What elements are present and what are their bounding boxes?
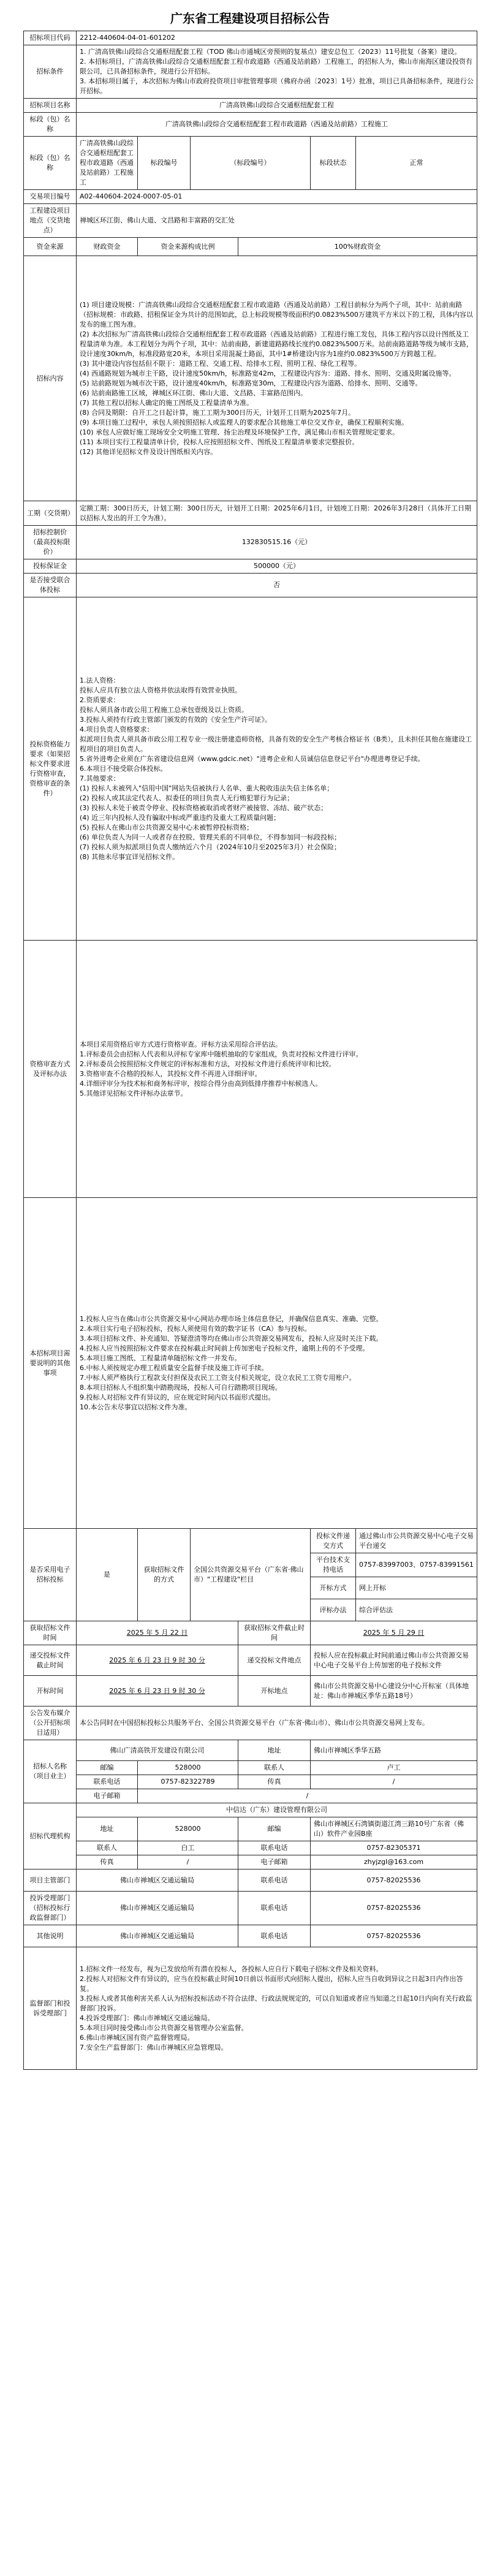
row-project-name — [24, 99, 477, 113]
scope-text: (1) 项目建设规模：广清高铁佛山段综合交通枢纽配套工程市政道路（西通及站前路）工程目前标分为两个子项，其中：站前南路（招标规模：市政路、招租保证金为共计的范围如此，总上标段规模等级面积约0.0823%500万建筑平方米以下的工程，具体内容以发布的施工图为准。 (2) 本次招标为广清高铁佛山段综合交通枢纽配套工程市政道路（西通及站前路）工程进行施工发包，具体工程内容以设计图纸及工程量清单为准。本工程划分为两个子项，其中：站前南路，新建道路路线长度约0.0823%500万米。站前南路道路等级为城市支路，设计速度30km/h，标准段路宽20米，本项目采用混凝土路面，其中1#桥建设内容为1座约0.0823%500万方跨越工程。 (3) 其中建设内容包括但不限于：道路工程、交通工程、给排水工程、照明工程、绿化工程等。 (4) 西通路规划为城市主干路，设计速度50km/h，标准路宽42m，工程建设内容为：道路、排水、照明、交通及附属设施等。 (5) 站前路规划为城市次干路，设计速度40km/h，标准路宽30m，工程建设内容为道路、给排水、照明、交通等。 (6) 站前南路施工区域，禅城区环江街、佛山大道、文昌路、丰富路范围内。 (7) 其他工程以招标人确定的施工图纸及工程量清单为准。 (8) 合同及期限：自开工之日起计算，施工工期为300日历天，计划开工日期为2025年7月。 (9) 本项目施工过程中，承包人须按照招标人或监理人的要求配合其他施工单位交叉作业，确保工程顺利实施。 (10) 承包人应做好施工现场安全文明施工管理、扬尘治理及环境保护工作，满足佛山市相关管理规定要求。 (11) 本项目实行工程量清单计价，投标人应按照招标文件、图纸及工程量清单要求完整报价。 (12) 其他详见招标文件及设计图纸相关内容。 — [77, 256, 477, 501]
tenderer-postcode-label: 邮编 — [77, 1761, 138, 1775]
publish-label: 是否采用电子招标投标 — [24, 1529, 77, 1621]
row-consortium — [24, 574, 477, 597]
announce-text: 本公告同时在中国招标投标公共服务平台、全国公共资源交易平台（广东省·佛山市）、佛山市公共资源交易网上发布。 — [77, 1707, 477, 1740]
publish-submit-label: 投标文件递交方式 — [311, 1529, 356, 1553]
publish-platform-label: 平台技术支持电话 — [311, 1553, 356, 1577]
supervisor-phone: 0757-82025536 — [311, 1869, 477, 1892]
publish-platform-value: 0757-83997003、0757-83991561 — [356, 1553, 477, 1577]
row-ceiling — [24, 526, 477, 559]
review-label: 资格审查方式及评标办法 — [24, 941, 77, 1198]
trading-code-label: 交易项目编号 — [24, 190, 77, 204]
location-label: 工程建设项目地点（交货地点） — [24, 204, 77, 238]
bid-open-value: 2025 年 6 月 23 日 9 时 30 分 — [77, 1676, 238, 1707]
row-deposit — [24, 559, 477, 574]
deposit-label: 投标保证金 — [24, 559, 77, 574]
page-title: 广东省工程建设项目招标公告 — [170, 11, 330, 26]
row-bid-open — [24, 1676, 477, 1707]
funding-source: 财政资金 — [77, 238, 138, 256]
tenderer-email: / — [138, 1789, 477, 1803]
section-label: 标段（包）名称 — [24, 137, 77, 190]
tender-table — [23, 31, 477, 2070]
publish-value: 是 — [77, 1529, 138, 1621]
publish-media-label: 获取招标文件的方式 — [138, 1529, 191, 1621]
conditions-text: 1. 广清高铁佛山段综合交通枢纽配套工程（TOD 佛山市通城区旁预则的复基点）建安总包工（2023）11号批复（备案）建设。 2. 本招标项目，广清高铁佛山段综合交通枢纽配套工程市政道路（西通及站前路）工程施工，的招标人为，佛山市南海区建设投资有限公司，已具备招标条件，现进行公开招标。 3. 本招标项目属于，本次招标为佛山市政府投资项目审批管理事项（佛府办函〔2023〕1号）批准，项目已具备招标条件，现进行公开招标。 — [77, 45, 477, 99]
qualification-text: 1.法人资格： 投标人应具有独立法人资格并依法取得有效营业执照。 2.资质要求： 投标人须具备市政公用工程施工总承包壹级及以上资质。 3.投标人须持有行政主管部门颁发的有效的《安全生产许可证》。 4.项目负责人资格要求： 拟派项目负责人须具备市政公用工程专业一级注册建造师资格，具备有效的安全生产考核合格证书（B类），且未担任其他在施建设工程项目的项目负责人。 5.省外进粤企业须在广东省建设信息网（www.gdcic.net）"进粤企业和人员诚信信息登记平台"办理进粤登记手续。 6.本项目不接受联合体投标。 7.其他要求： (1) 投标人未被列入"信用中国"网站失信被执行人名单、重大税收违法失信主体名单； (2) 投标人或其法定代表人、拟委任的项目负责人无行贿犯罪行为记录； (3) 投标人未处于被责令停业、投标资格被取消或者财产被接管、冻结、破产状态； (4) 近三年内投标人没有骗取中标或严重违约及重大工程质量问题； (5) 投标人在佛山市公共资源交易中心未被暂停投标资格； (6) 单位负责人为同一人或者存在控股、管理关系的不同单位，不得参加同一标段投标； (7) 投标人须为拟派项目负责人缴纳近六个月（2024年10月至2025年3月）社会保险； (8) 其他未尽事宜详见招标文件。 — [77, 597, 477, 941]
row-review — [24, 941, 477, 1198]
qualification-label: 投标资格能力要求（如果招标文件要求进行资格审查，资格审查的条件） — [24, 597, 77, 941]
agency-fax-label: 传真 — [77, 1855, 138, 1869]
deposit-value: 500000（元） — [77, 559, 477, 574]
row-duration — [24, 501, 477, 526]
row-other — [24, 1925, 477, 1947]
agency-fax: / — [138, 1855, 238, 1869]
publish-open-label: 开标方式 — [311, 1577, 356, 1599]
review-text: 本项目采用资格后审方式进行资格审查。评标方法采用综合评估法。 1.评标委员会由招标人代表和从评标专家库中随机抽取的专家组成，负责对投标文件进行评审。 2.评标委员会按照招标文件规定的评标标准和方法，对投标文件进行系统评审和比较。 3.资格审查不合格的投标人，其投标文件不再进入详细评审。 4.详细评审分为技术标和商务标评审，按综合得分由高到低排序推荐中标候选人。 5.其他详见招标文件评标办法章节。 — [77, 941, 477, 1198]
row-conditions — [24, 45, 477, 99]
row-section-name — [24, 113, 477, 137]
tenderer-contact-label: 联系人 — [238, 1761, 311, 1775]
agency-label: 招标代理机构 — [24, 1803, 77, 1869]
agency-phone-label: 联系电话 — [238, 1841, 311, 1855]
tenderer-address: 佛山市禅城区季华五路 — [311, 1740, 477, 1761]
section-name-label: 标段（包）名称 — [24, 113, 77, 137]
tenderer-phone-label: 联系电话 — [77, 1775, 138, 1789]
doc-time-label: 获取招标文件时间 — [24, 1621, 77, 1645]
consortium-value: 否 — [77, 574, 477, 597]
section-no-label: 标段编号 — [138, 137, 191, 190]
row-location — [24, 204, 477, 238]
funding-label: 资金来源 — [24, 238, 77, 256]
row-note — [24, 1198, 477, 1529]
row-section — [24, 137, 477, 190]
open-place-value: 佛山市公共资源交易中心建设分中心开标室（具体地址：佛山市禅城区季华五路18号） — [311, 1676, 477, 1707]
bid-place-label: 递交投标文件地点 — [238, 1645, 311, 1676]
agency-postcode-label: 邮编 — [238, 1817, 311, 1841]
trading-code-value: A02-440604-2024-0007-05-01 — [77, 190, 477, 204]
bid-place-value: 投标人应在投标截止时间前通过佛山市公共资源交易中心电子交易平台上传加密的电子投标文件 — [311, 1645, 477, 1676]
bid-deadline-value: 2025 年 6 月 23 日 9 时 30 分 — [77, 1645, 238, 1676]
section-name-value: 广清高铁佛山段综合交通枢纽配套工程市政道路（西通及站前路）工程施工 — [77, 113, 477, 137]
publish-media-value: 全国公共资源交易平台（广东省·佛山市）"工程建设"栏目 — [191, 1529, 311, 1621]
tenderer-fax: / — [311, 1775, 477, 1789]
complaint-phone: 0757-82025536 — [311, 1892, 477, 1925]
funding-ratio-label: 资金来源构成比例 — [138, 238, 238, 256]
tenderer-email-label: 电子邮箱 — [77, 1789, 138, 1803]
agency-contact: 白工 — [138, 1841, 238, 1855]
funding-ratio: 100%财政资金 — [238, 238, 477, 256]
section-no: （标段编号） — [191, 137, 311, 190]
section-status-label: 标段状态 — [311, 137, 356, 190]
tenderer-contact: 卢工 — [311, 1761, 477, 1775]
tenderer-fax-label: 传真 — [238, 1775, 311, 1789]
row-agency-4 — [24, 1855, 477, 1869]
project-name-value: 广清高铁佛山段综合交通枢纽配套工程 — [77, 99, 477, 113]
publish-open-value: 网上开标 — [356, 1577, 477, 1599]
section-name: 广清高铁佛山段综合交通枢纽配套工程市政道路（西通及站前路）工程施工 — [77, 137, 138, 190]
row-tenderer-3 — [24, 1775, 477, 1789]
method-label: 评标办法 — [311, 1599, 356, 1621]
remarks-label: 监督部门和投诉受理部门 — [24, 1947, 77, 2070]
duration-text: 定额工期：300日历天，计划工期：300日历天，计划开工日期：2025年6月1日，计划竣工日期：2026年3月28日（具体开工日期以招标人发出的开工令为准）。 — [77, 501, 477, 526]
row-project-code — [24, 31, 477, 45]
complaint-phone-label: 联系电话 — [238, 1892, 311, 1925]
supervisor-phone-label: 联系电话 — [238, 1869, 311, 1892]
tenderer-name: 佛山广清高铁开发建设有限公司 — [77, 1740, 238, 1761]
other-phone-label: 联系电话 — [238, 1925, 311, 1947]
row-tenderer-2 — [24, 1761, 477, 1775]
bid-open-label: 开标时间 — [24, 1676, 77, 1707]
project-name-label: 招标项目名称 — [24, 99, 77, 113]
ceiling-value: 132830515.16（元） — [77, 526, 477, 559]
row-scope — [24, 256, 477, 501]
agency-address: 佛山市禅城区石湾镇街道江湾三路10号广东省（佛山）软件产业园B座 — [311, 1817, 477, 1841]
agency-email-label: 电子邮箱 — [238, 1855, 311, 1869]
tenderer-postcode: 528000 — [138, 1761, 238, 1775]
agency-name: 中信达（广东）建设管理有限公司 — [77, 1803, 477, 1817]
tenderer-phone: 0757-82322789 — [138, 1775, 238, 1789]
row-agency-1 — [24, 1803, 477, 1817]
tenderer-addr-label: 地址 — [238, 1740, 311, 1761]
row-bid-deadline — [24, 1645, 477, 1676]
note-label: 本招标项目需要说明的其他事项 — [24, 1198, 77, 1529]
open-place-label: 开标地点 — [238, 1676, 311, 1707]
agency-contact-label: 联系人 — [77, 1841, 138, 1855]
conditions-label: 招标条件 — [24, 45, 77, 99]
scope-label: 招标内容 — [24, 256, 77, 501]
row-announce — [24, 1707, 477, 1740]
other-phone: 0757-82025536 — [311, 1925, 477, 1947]
agency-addr-label: 地址 — [77, 1817, 138, 1841]
complaint-label: 投诉受理部门（招标投标行政监督部门） — [24, 1892, 77, 1925]
remarks-text: 1.招标文件一经发布，视为已发放给所有潜在投标人，各投标人应自行下载电子招标文件及相关资料。 2.投标人对招标文件有异议的，应当在投标截止时间10日前以书面形式向招标人提出，招标人应当自收到异议之日起3日内作出答复。 3.投标人或者其他利害关系人认为招标投标活动不符合法律、行政法规规定的，可以自知道或者应当知道之日起10日内向有关行政监督部门投诉。 4.投诉受理部门：佛山市禅城区交通运输局。 5.本项目同时接受佛山市公共资源交易管理办公室监督。 6.佛山市禅城区国有资产监督管理局。 7.安全生产监督部门：佛山市禅城区应急管理局。 — [77, 1947, 477, 2070]
agency-postcode: 528000 — [138, 1817, 238, 1841]
row-funding — [24, 238, 477, 256]
agency-email: zhyjzgl@163.com — [311, 1855, 477, 1869]
duration-label: 工期（交货期） — [24, 501, 77, 526]
row-remarks — [24, 1947, 477, 2070]
publish-submit-value: 通过佛山市公共资源交易中心电子交易平台递交 — [356, 1529, 477, 1553]
row-publish-1 — [24, 1529, 477, 1553]
project-code-label: 招标项目代码 — [24, 31, 77, 45]
other-name: 佛山市禅城区交通运输局 — [77, 1925, 238, 1947]
note-text: 1.投标人应当在佛山市公共资源交易中心网站办理市场主体信息登记，并确保信息真实、准确、完整。 2.本项目实行电子招标投标，投标人须使用有效的数字证书（CA）参与投标。 3.本项目招标文件、补充通知、答疑澄清等均在佛山市公共资源交易网发布，投标人应及时关注下载。 4.投标人应当按照招标文件要求在投标截止时间前上传加密电子投标文件，逾期上传的不予受理。 5.本项目施工图纸、工程量清单随招标文件一并发布。 6.中标人须按规定办理工程质量安全监督手续及施工许可手续。 7.中标人须严格执行工程款支付担保及农民工工资支付相关规定，设立农民工工资专用账户。 8.本项目招标人不组织集中踏勘现场，投标人可自行踏勘项目现场。 9.投标人对招标文件有异议的，应在规定时间内以书面形式提出。 10.本公告未尽事宜以招标文件为准。 — [77, 1198, 477, 1529]
supervisor-label: 项目主管部门 — [24, 1869, 77, 1892]
doc-deadline-label: 获取招标文件截止时间 — [238, 1621, 311, 1645]
doc-deadline-value: 2025 年 5 月 29 日 — [311, 1621, 477, 1645]
row-trading-code — [24, 190, 477, 204]
method-value: 综合评估法 — [356, 1599, 477, 1621]
row-tenderer-1 — [24, 1740, 477, 1761]
announce-label: 公告发布媒介（公开招标项目适用） — [24, 1707, 77, 1740]
row-agency-2 — [24, 1817, 477, 1841]
tenderer-label: 招标人名称（项目业主） — [24, 1740, 77, 1803]
row-tenderer-4 — [24, 1789, 477, 1803]
agency-phone: 0757-82305371 — [311, 1841, 477, 1855]
complaint-name: 佛山市禅城区交通运输局 — [77, 1892, 238, 1925]
other-label: 其他说明 — [24, 1925, 77, 1947]
section-status: 正常 — [356, 137, 477, 190]
ceiling-label: 招标控制价（最高投标限价） — [24, 526, 77, 559]
supervisor-name: 佛山市禅城区交通运输局 — [77, 1869, 238, 1892]
row-qualification — [24, 597, 477, 941]
row-supervisor — [24, 1869, 477, 1892]
row-doc-time — [24, 1621, 477, 1645]
bid-deadline-label: 递交投标文件截止时间 — [24, 1645, 77, 1676]
row-complaint — [24, 1892, 477, 1925]
consortium-label: 是否接受联合体投标 — [24, 574, 77, 597]
doc-time-value: 2025 年 5 月 22 日 — [77, 1621, 238, 1645]
row-agency-3 — [24, 1841, 477, 1855]
project-code-value: 2212-440604-04-01-601202 — [77, 31, 477, 45]
location-value: 禅城区环江街、佛山大道、文昌路和丰富路的交汇处 — [77, 204, 477, 238]
